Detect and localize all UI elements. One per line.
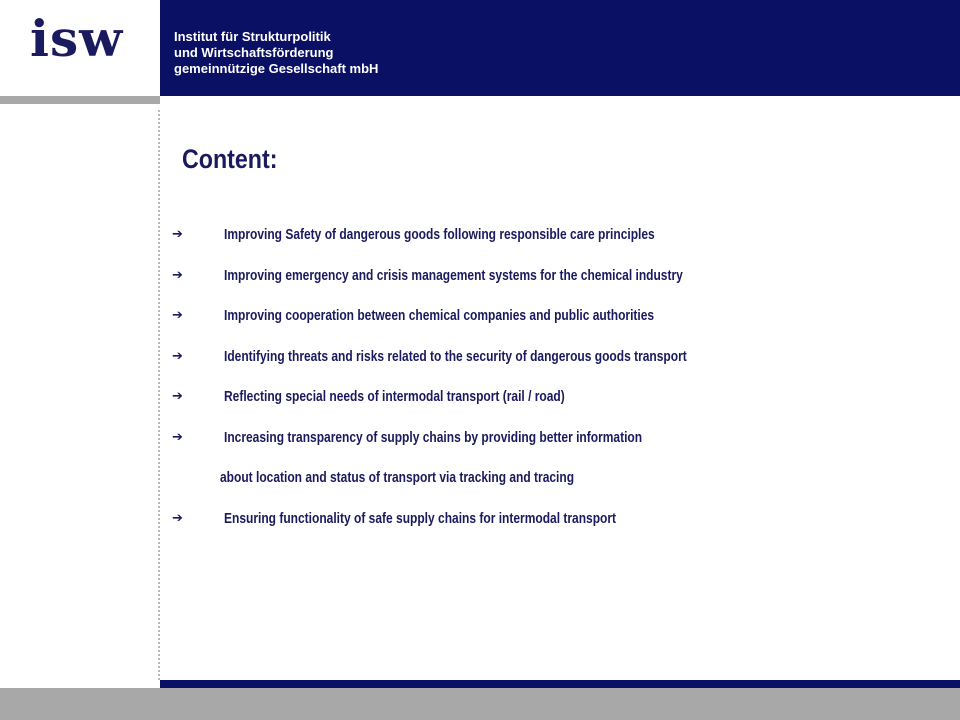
bullet-continuation (172, 468, 932, 488)
header-bar (160, 0, 960, 96)
bullet-text: Increasing transparency of supply chains by providing better information (224, 429, 643, 446)
bullet-item-7 (172, 509, 932, 529)
arrow-right-icon: ➔ (172, 268, 183, 283)
bullet-text: Improving Safety of dangerous goods following responsible care principles (224, 226, 655, 243)
footer-navy-bar (160, 680, 960, 688)
slide-title: Content: (182, 144, 278, 174)
bullet-text: Reflecting special needs of intermodal transport (rail / road) (224, 388, 565, 405)
bullet-text: Identifying threats and risks related to the security of dangerous goods transport (224, 348, 687, 365)
arrow-right-icon: ➔ (172, 389, 183, 404)
bullet-text: Improving emergency and crisis management systems for the chemical industry (224, 267, 683, 284)
bullet-item-1 (172, 225, 932, 245)
arrow-right-icon: ➔ (172, 430, 183, 445)
bullet-text: Improving cooperation between chemical companies and public authorities (224, 307, 655, 324)
footer-gray-bar (0, 688, 960, 720)
bullet-text: Ensuring functionality of safe supply chains for intermodal transport (224, 510, 617, 527)
dotted-separator (158, 110, 160, 680)
institute-name-line-2: und Wirtschaftsförderung (174, 45, 334, 60)
arrow-right-icon: ➔ (172, 308, 183, 323)
isw-logo: isw (30, 9, 124, 68)
bullet-item-5 (172, 387, 932, 407)
bullet-text: about location and status of transport via tracking and tracing (220, 469, 575, 486)
institute-name-line-3: gemeinnützige Gesellschaft mbH (174, 61, 379, 76)
institute-name-line-1: Institut für Strukturpolitik (174, 29, 331, 44)
bullet-item-4 (172, 347, 932, 367)
bullet-item-6 (172, 428, 932, 448)
logo-area (0, 0, 160, 96)
header-gray-strip (0, 96, 160, 104)
arrow-right-icon: ➔ (172, 349, 183, 364)
arrow-right-icon: ➔ (172, 227, 183, 242)
arrow-right-icon: ➔ (172, 511, 183, 526)
bullet-item-3 (172, 306, 932, 326)
bullet-item-2 (172, 266, 932, 286)
